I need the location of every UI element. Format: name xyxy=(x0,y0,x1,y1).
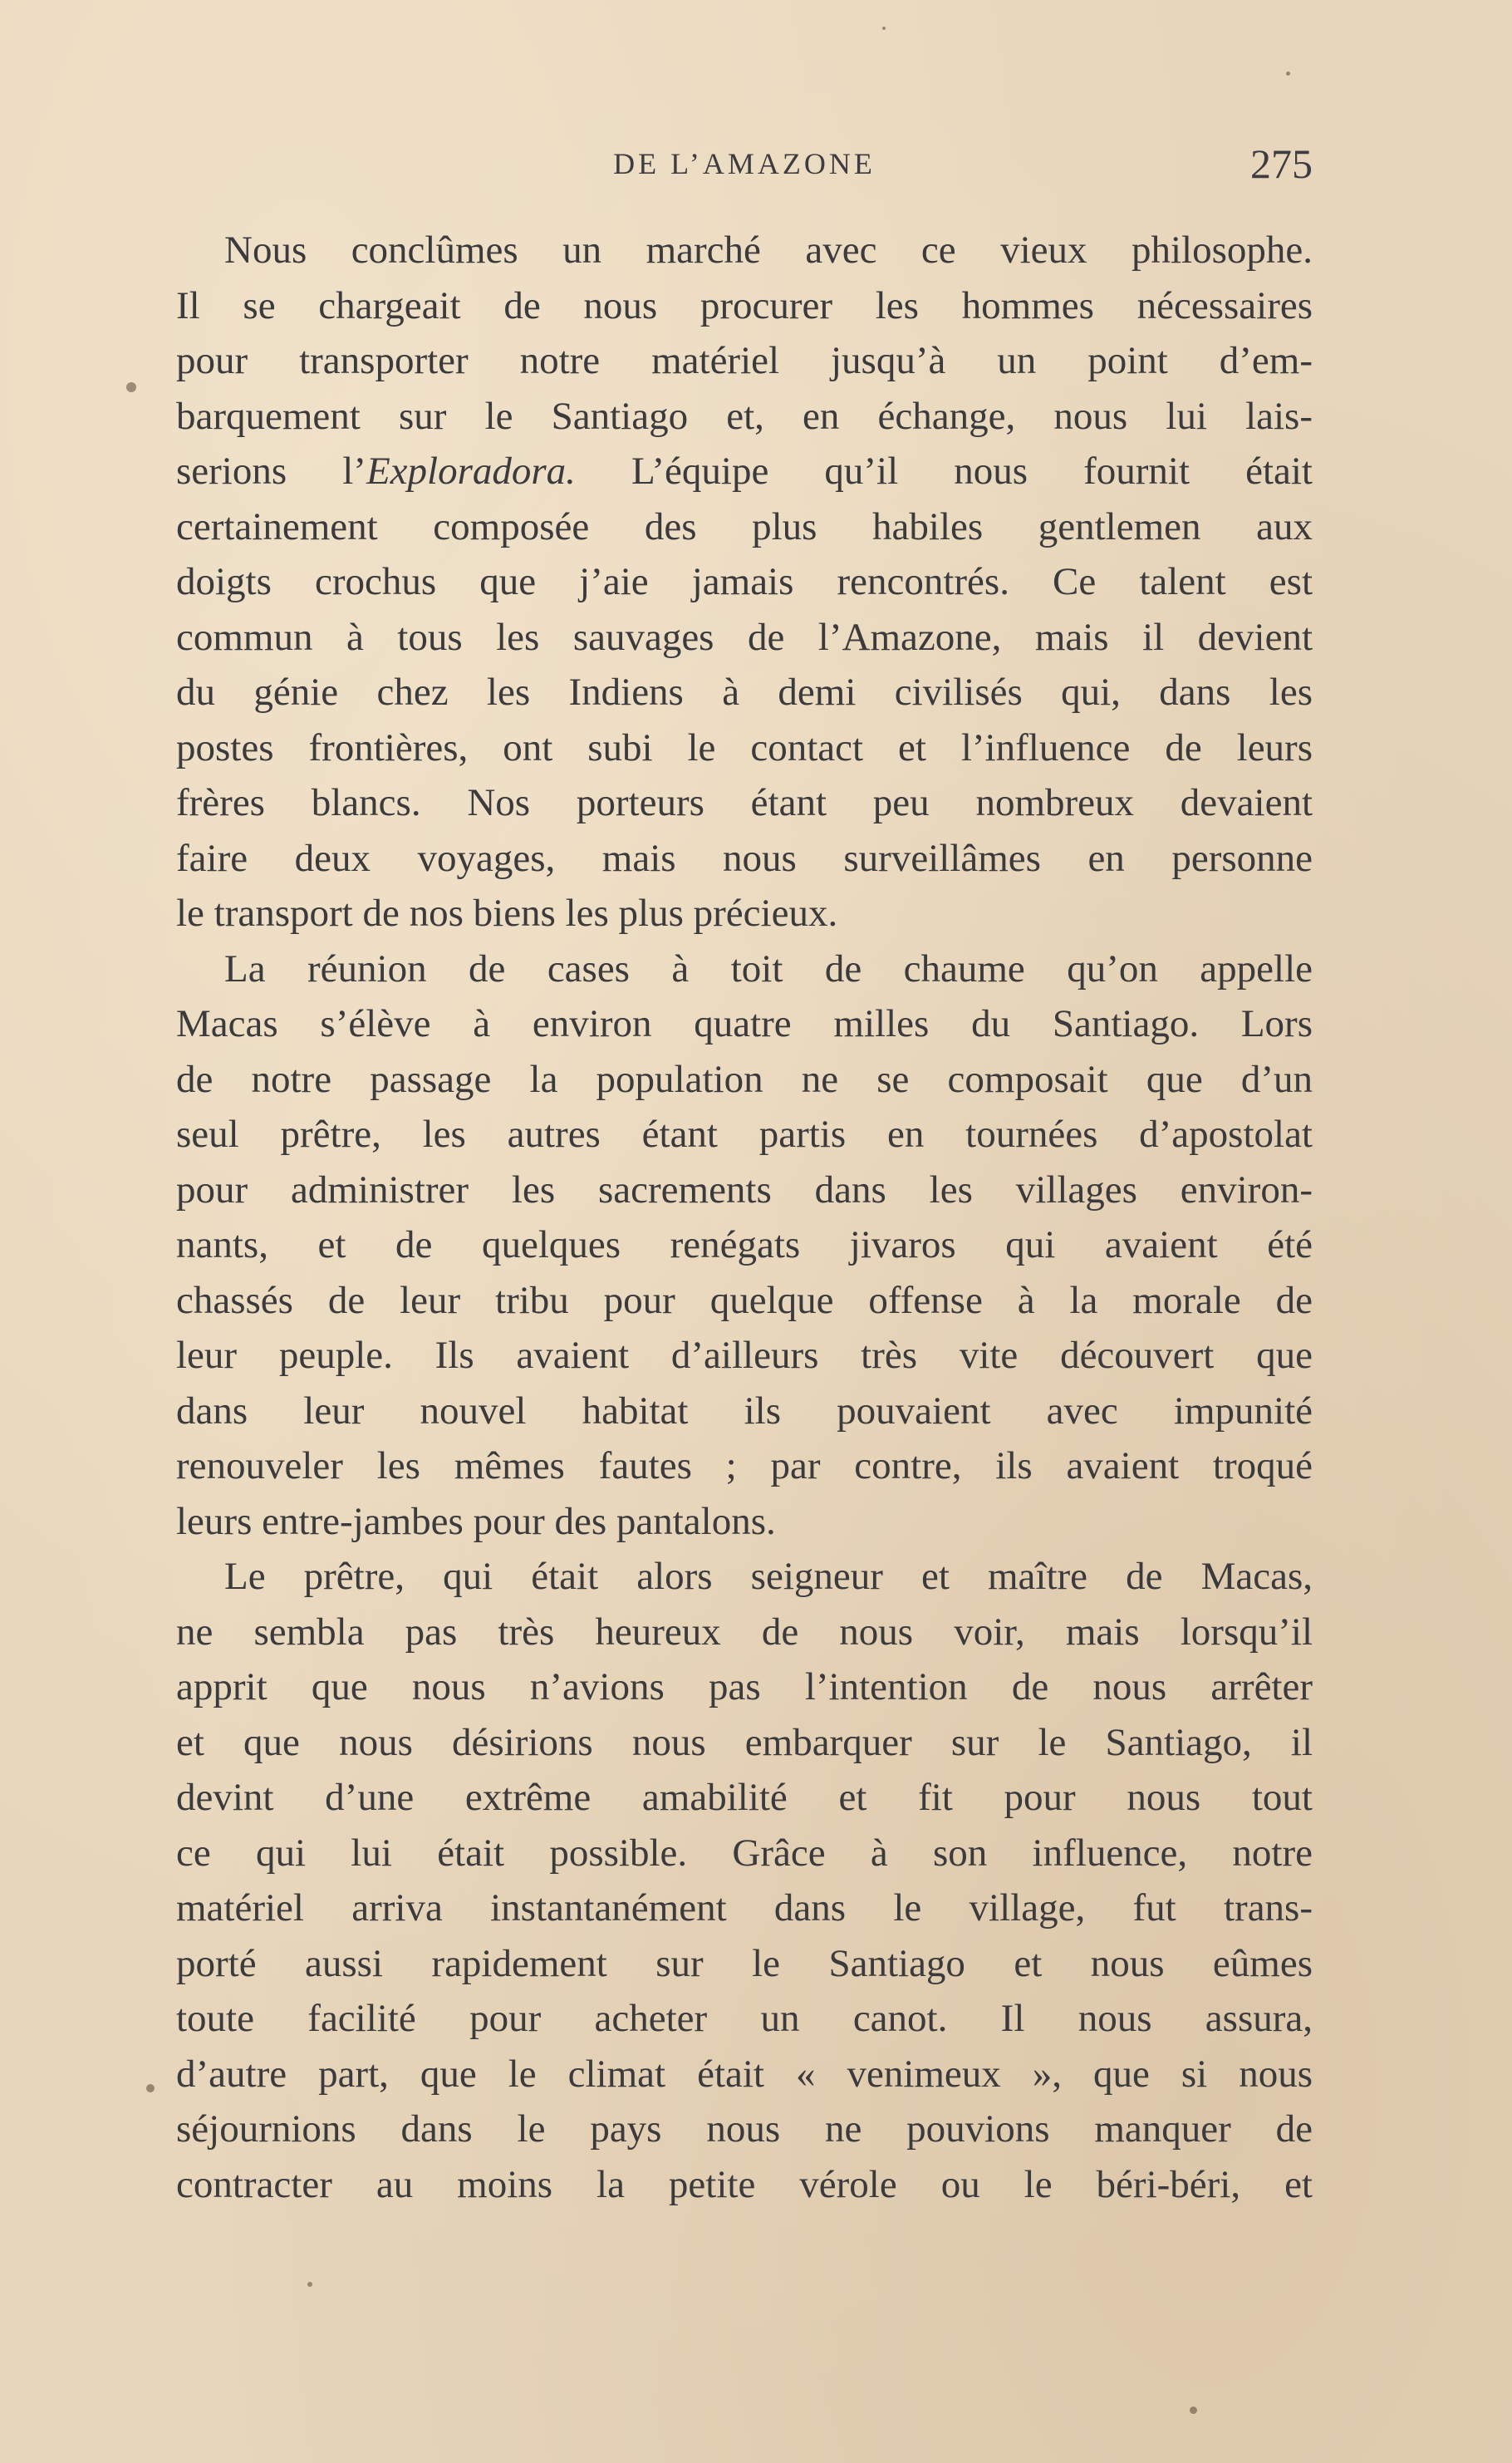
text-line: le transport de nos biens les plus précieux. xyxy=(176,892,838,935)
text-line: d’autre part, que le climat était « venimeux », que si nous xyxy=(176,2052,1313,2096)
text-line: de notre passage la population ne se composait que d’un xyxy=(176,1057,1313,1101)
text-line: seul prêtre, les autres étant partis en tournées d’apostolat xyxy=(176,1113,1313,1156)
text-line: leurs entre-jambes pour des pantalons. xyxy=(176,1499,776,1543)
text-line: nants, et de quelques renégats jivaros qui avaient été xyxy=(176,1223,1313,1266)
paper-speck xyxy=(882,27,886,30)
text-line: Le prêtre, qui était alors seigneur et maître de Macas, xyxy=(224,1555,1313,1598)
text-line: leur peuple. Ils avaient d’ailleurs très vite découvert que xyxy=(176,1334,1313,1377)
text-line: La réunion de cases à toit de chaume qu’on appelle xyxy=(224,946,1313,991)
text-line: pour administrer les sacrements dans les villages environ- xyxy=(176,1168,1313,1212)
running-title: DE L’AMAZONE xyxy=(613,147,876,180)
text-line: Nous conclûmes un marché avec ce vieux philosophe. xyxy=(224,229,1313,272)
text-line: frères blancs. Nos porteurs étant peu nombreux devaient xyxy=(176,781,1313,824)
text-line: apprit que nous n’avions pas l’intention de nous arrêter xyxy=(176,1665,1313,1708)
text-line: Il se chargeait de nous procurer les hommes nécessaires xyxy=(176,283,1313,327)
text-line: dans leur nouvel habitat ils pouvaient avec impunité xyxy=(176,1389,1313,1433)
text-line: séjournions dans le pays nous ne pouvions manquer de xyxy=(176,2107,1313,2151)
text-line: ne sembla pas très heureux de nous voir, mais lorsqu’il xyxy=(176,1610,1313,1654)
text-line: du génie chez les Indiens à demi civilisés qui, dans les xyxy=(176,671,1313,714)
text-run: serions l’ xyxy=(176,450,366,493)
page-number: 275 xyxy=(1250,140,1313,187)
text-line: Macas s’élève à environ quatre milles du Santiago. Lors xyxy=(176,1002,1313,1045)
text-line: ce qui lui était possible. Grâce à son influence, notre xyxy=(176,1831,1313,1875)
text-line: contracter au moins la petite vérole ou le béri-béri, et xyxy=(176,2162,1313,2206)
text-line: certainement composée des plus habiles gentlemen aux xyxy=(176,504,1313,548)
body-text xyxy=(176,223,1313,2212)
running-head xyxy=(176,140,1313,189)
text-line: renouveler les mêmes fautes ; par contre, ils avaient troqué xyxy=(176,1444,1313,1487)
text-line: toute facilité pour acheter un canot. Il nous assura, xyxy=(176,1997,1313,2040)
text-line: chassés de leur tribu pour quelque offense à la morale de xyxy=(176,1278,1313,1322)
paper-speck xyxy=(307,2282,312,2287)
ship-name-italic: Exploradora. xyxy=(366,450,576,493)
text-line: commun à tous les sauvages de l’Amazone, mais il devient xyxy=(176,615,1313,659)
paper-speck xyxy=(146,2084,155,2092)
text-line: doigts crochus que j’aie jamais rencontrés. Ce talent est xyxy=(176,560,1313,603)
text-line: devint d’une extrême amabilité et fit pour nous tout xyxy=(176,1776,1313,1819)
paper-speck xyxy=(1286,71,1290,76)
text-run: L’équipe qu’il nous fournit était xyxy=(575,450,1313,493)
text-line: pour transporter notre matériel jusqu’à un point d’em- xyxy=(176,339,1313,382)
text-line: postes frontières, ont subi le contact et l’influence de leurs xyxy=(176,725,1313,769)
text-line: matériel arriva instantanément dans le village, fut trans- xyxy=(176,1886,1313,1930)
paper-speck xyxy=(1190,2406,1197,2414)
text-line xyxy=(176,444,1313,499)
text-line: faire deux voyages, mais nous surveillâmes en personne xyxy=(176,836,1313,880)
text-line: barquement sur le Santiago et, en échange, nous lui lais- xyxy=(176,394,1313,438)
paper-speck xyxy=(126,382,136,392)
text-line: porté aussi rapidement sur le Santiago et nous eûmes xyxy=(176,1941,1313,1985)
text-line: et que nous désirions nous embarquer sur le Santiago, il xyxy=(176,1720,1313,1764)
